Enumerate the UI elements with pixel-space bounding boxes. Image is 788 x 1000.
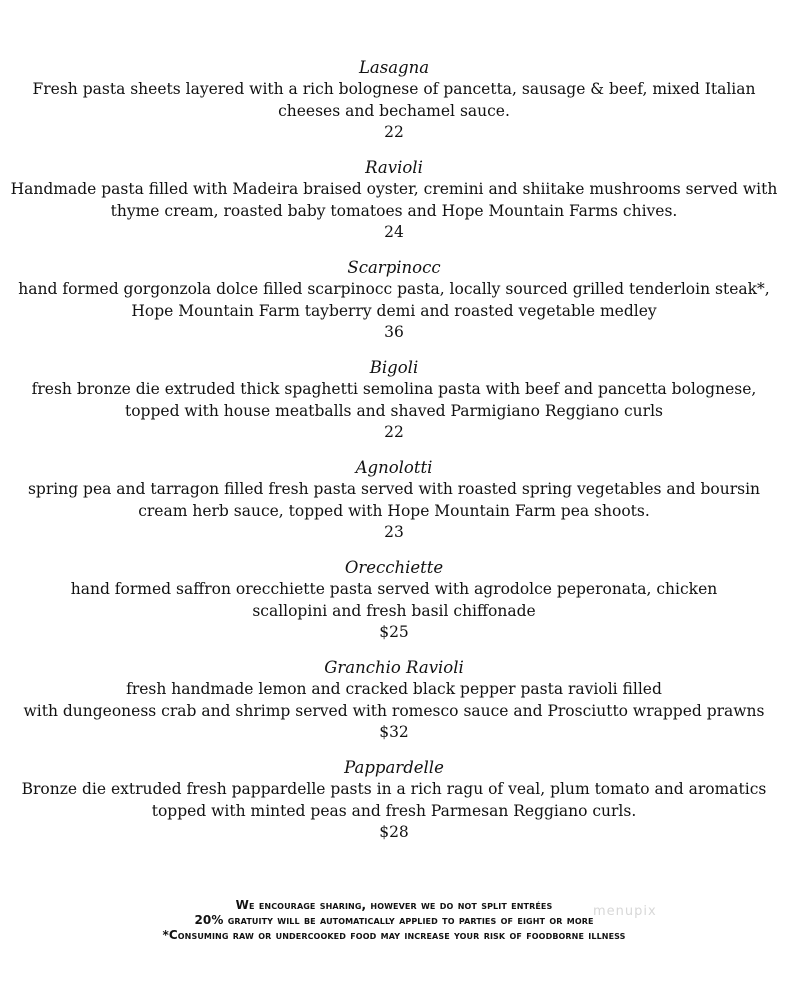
menu-item-description: hand formed gorgonzola dolce filled scarpinocc pasta, locally sourced grilled tenderloin steak*, Hope Mountain Farm tayberry demi and roasted vegetable medley [18, 280, 770, 320]
menu-item-price: $28 [379, 823, 409, 841]
menu-item-name: Ravioli [365, 158, 423, 177]
menu-item-ravioli [0, 157, 788, 243]
menu-item-description: Bronze die extruded fresh pappardelle pasts in a rich ragu of veal, plum tomato and aromatics topped with minted peas and fresh Parmesan Reggiano curls. [21, 780, 767, 820]
menu-item-name: Bigoli [369, 358, 419, 377]
menu-item-orecchiette [0, 557, 788, 643]
pasta-menu [0, 57, 788, 857]
menu-footer-notes [0, 898, 788, 943]
menu-item-granchio-ravioli [0, 657, 788, 743]
sharing-policy-note: We encourage sharing, however we do not split entrées [235, 898, 553, 912]
menu-item-price: 24 [384, 223, 404, 241]
menu-item-name: Agnolotti [355, 458, 433, 477]
menu-item-description: Handmade pasta filled with Madeira braised oyster, cremini and shiitake mushrooms served with thyme cream, roasted baby tomatoes and Hope Mountain Farms chives. [10, 180, 778, 220]
menu-item-price: $25 [379, 623, 409, 641]
menu-item-name: Orecchiette [344, 558, 444, 577]
watermark: menupix [593, 904, 657, 919]
menu-item-price: 22 [384, 123, 404, 141]
menu-item-bigoli [0, 357, 788, 443]
menu-item-price: 36 [384, 323, 404, 341]
menu-item-scarpinocc [0, 257, 788, 343]
menu-item-price: $32 [379, 723, 409, 741]
menu-item-name: Pappardelle [344, 758, 444, 777]
menu-item-description: hand formed saffron orecchiette pasta served with agrodolce peperonata, chicken scallopini and fresh basil chiffonade [70, 580, 718, 620]
menu-item-name: Scarpinocc [347, 258, 441, 277]
menu-item-name: Lasagna [358, 58, 430, 77]
menu-item-name: Granchio Ravioli [324, 658, 464, 677]
menu-item-description: spring pea and tarragon filled fresh pasta served with roasted spring vegetables and boursin cream herb sauce, topped with Hope Mountain Farm pea shoots. [27, 480, 761, 520]
menu-item-pappardelle [0, 757, 788, 843]
menu-item-agnolotti [0, 457, 788, 543]
food-safety-note: *Consuming raw or undercooked food may increase your risk of foodborne illness [162, 928, 626, 942]
menu-item-description: Fresh pasta sheets layered with a rich bolognese of pancetta, sausage & beef, mixed Italian cheeses and bechamel sauce. [32, 80, 756, 120]
menu-item-description: fresh bronze die extruded thick spaghetti semolina pasta with beef and pancetta bolognese, topped with house meatballs and shaved Parmigiano Reggiano curls [31, 380, 757, 420]
menu-item-lasagna [0, 57, 788, 143]
gratuity-note: 20% gratuity will be automatically applied to parties of eight or more [194, 913, 594, 927]
menu-item-price: 23 [384, 523, 404, 541]
menu-item-description: fresh handmade lemon and cracked black pepper pasta ravioli filled with dungeoness crab and shrimp served with romesco sauce and Prosciutto wrapped prawns [23, 680, 765, 720]
menu-item-price: 22 [384, 423, 404, 441]
